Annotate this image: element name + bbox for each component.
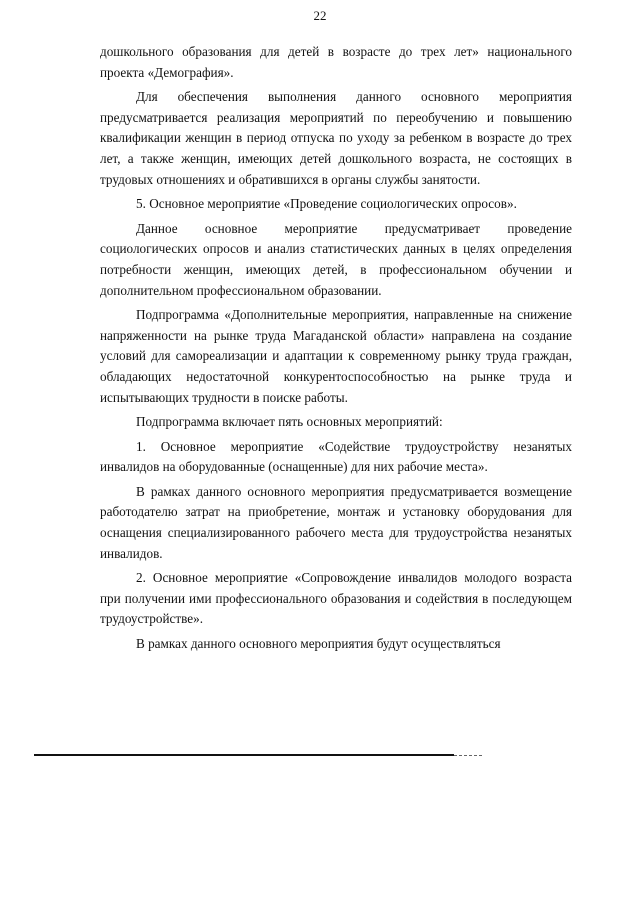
paragraph-9: 2. Основное мероприятие «Сопровождение инвалидов молодого возраста при получении ими профессионального образования и содействия в последующем трудоустройстве». [100, 570, 572, 627]
paragraph-5: Подпрограмма «Дополнительные мероприятия, направленные на снижение напряженности на рынке труда Магаданской области» направлена на создание условий для самореализации и адаптации к современному рынку труда граждан, обладающих недостаточной конкурентоспособностью на рынке труда и испытывающих трудности в поиске работы. [100, 307, 572, 405]
paragraph-10: В рамках данного основного мероприятия будут осуществляться [136, 636, 501, 652]
page-number: 22 [313, 8, 327, 23]
paragraph-8: В рамках данного основного мероприятия предусматривается возмещение работодателю затрат на приобретение, монтаж и установку оборудования для оснащения специализированного рабочего места для трудоустройства незанятых инвалидов. [100, 483, 572, 561]
paragraph-2: Для обеспечения выполнения данного основного мероприятия предусматривается реализация мероприятий по переобучению и повышению квалификации женщин в период отпуска по уходу за ребенком в возрасте до трех лет, а также женщин, имеющих детей дошкольного возраста, не состоящих в трудовых отношениях и обратившихся в органы службы занятости. [100, 89, 572, 187]
paragraph-6: Подпрограмма включает пять основных мероприятий: [136, 414, 443, 430]
paragraph-7: 1. Основное мероприятие «Содействие трудоустройству незанятых инвалидов на оборудованные (оснащенные) для них рабочие места». [100, 438, 572, 475]
page-divider-line [34, 754, 454, 756]
paragraph-3: 5. Основное мероприятие «Проведение социологических опросов». [136, 196, 517, 212]
document-body [100, 42, 572, 655]
paragraph-4: Данное основное мероприятие предусматривает проведение социологических опросов и анализ статистических данных в целях определения потребности женщин, имеющих детей, в профессиональном обучении и дополнительном профессиональном образовании. [100, 220, 572, 298]
paragraph-1: дошкольного образования для детей в возрасте до трех лет» национального проекта «Демография». [100, 44, 572, 80]
page-divider-tail [454, 755, 482, 756]
